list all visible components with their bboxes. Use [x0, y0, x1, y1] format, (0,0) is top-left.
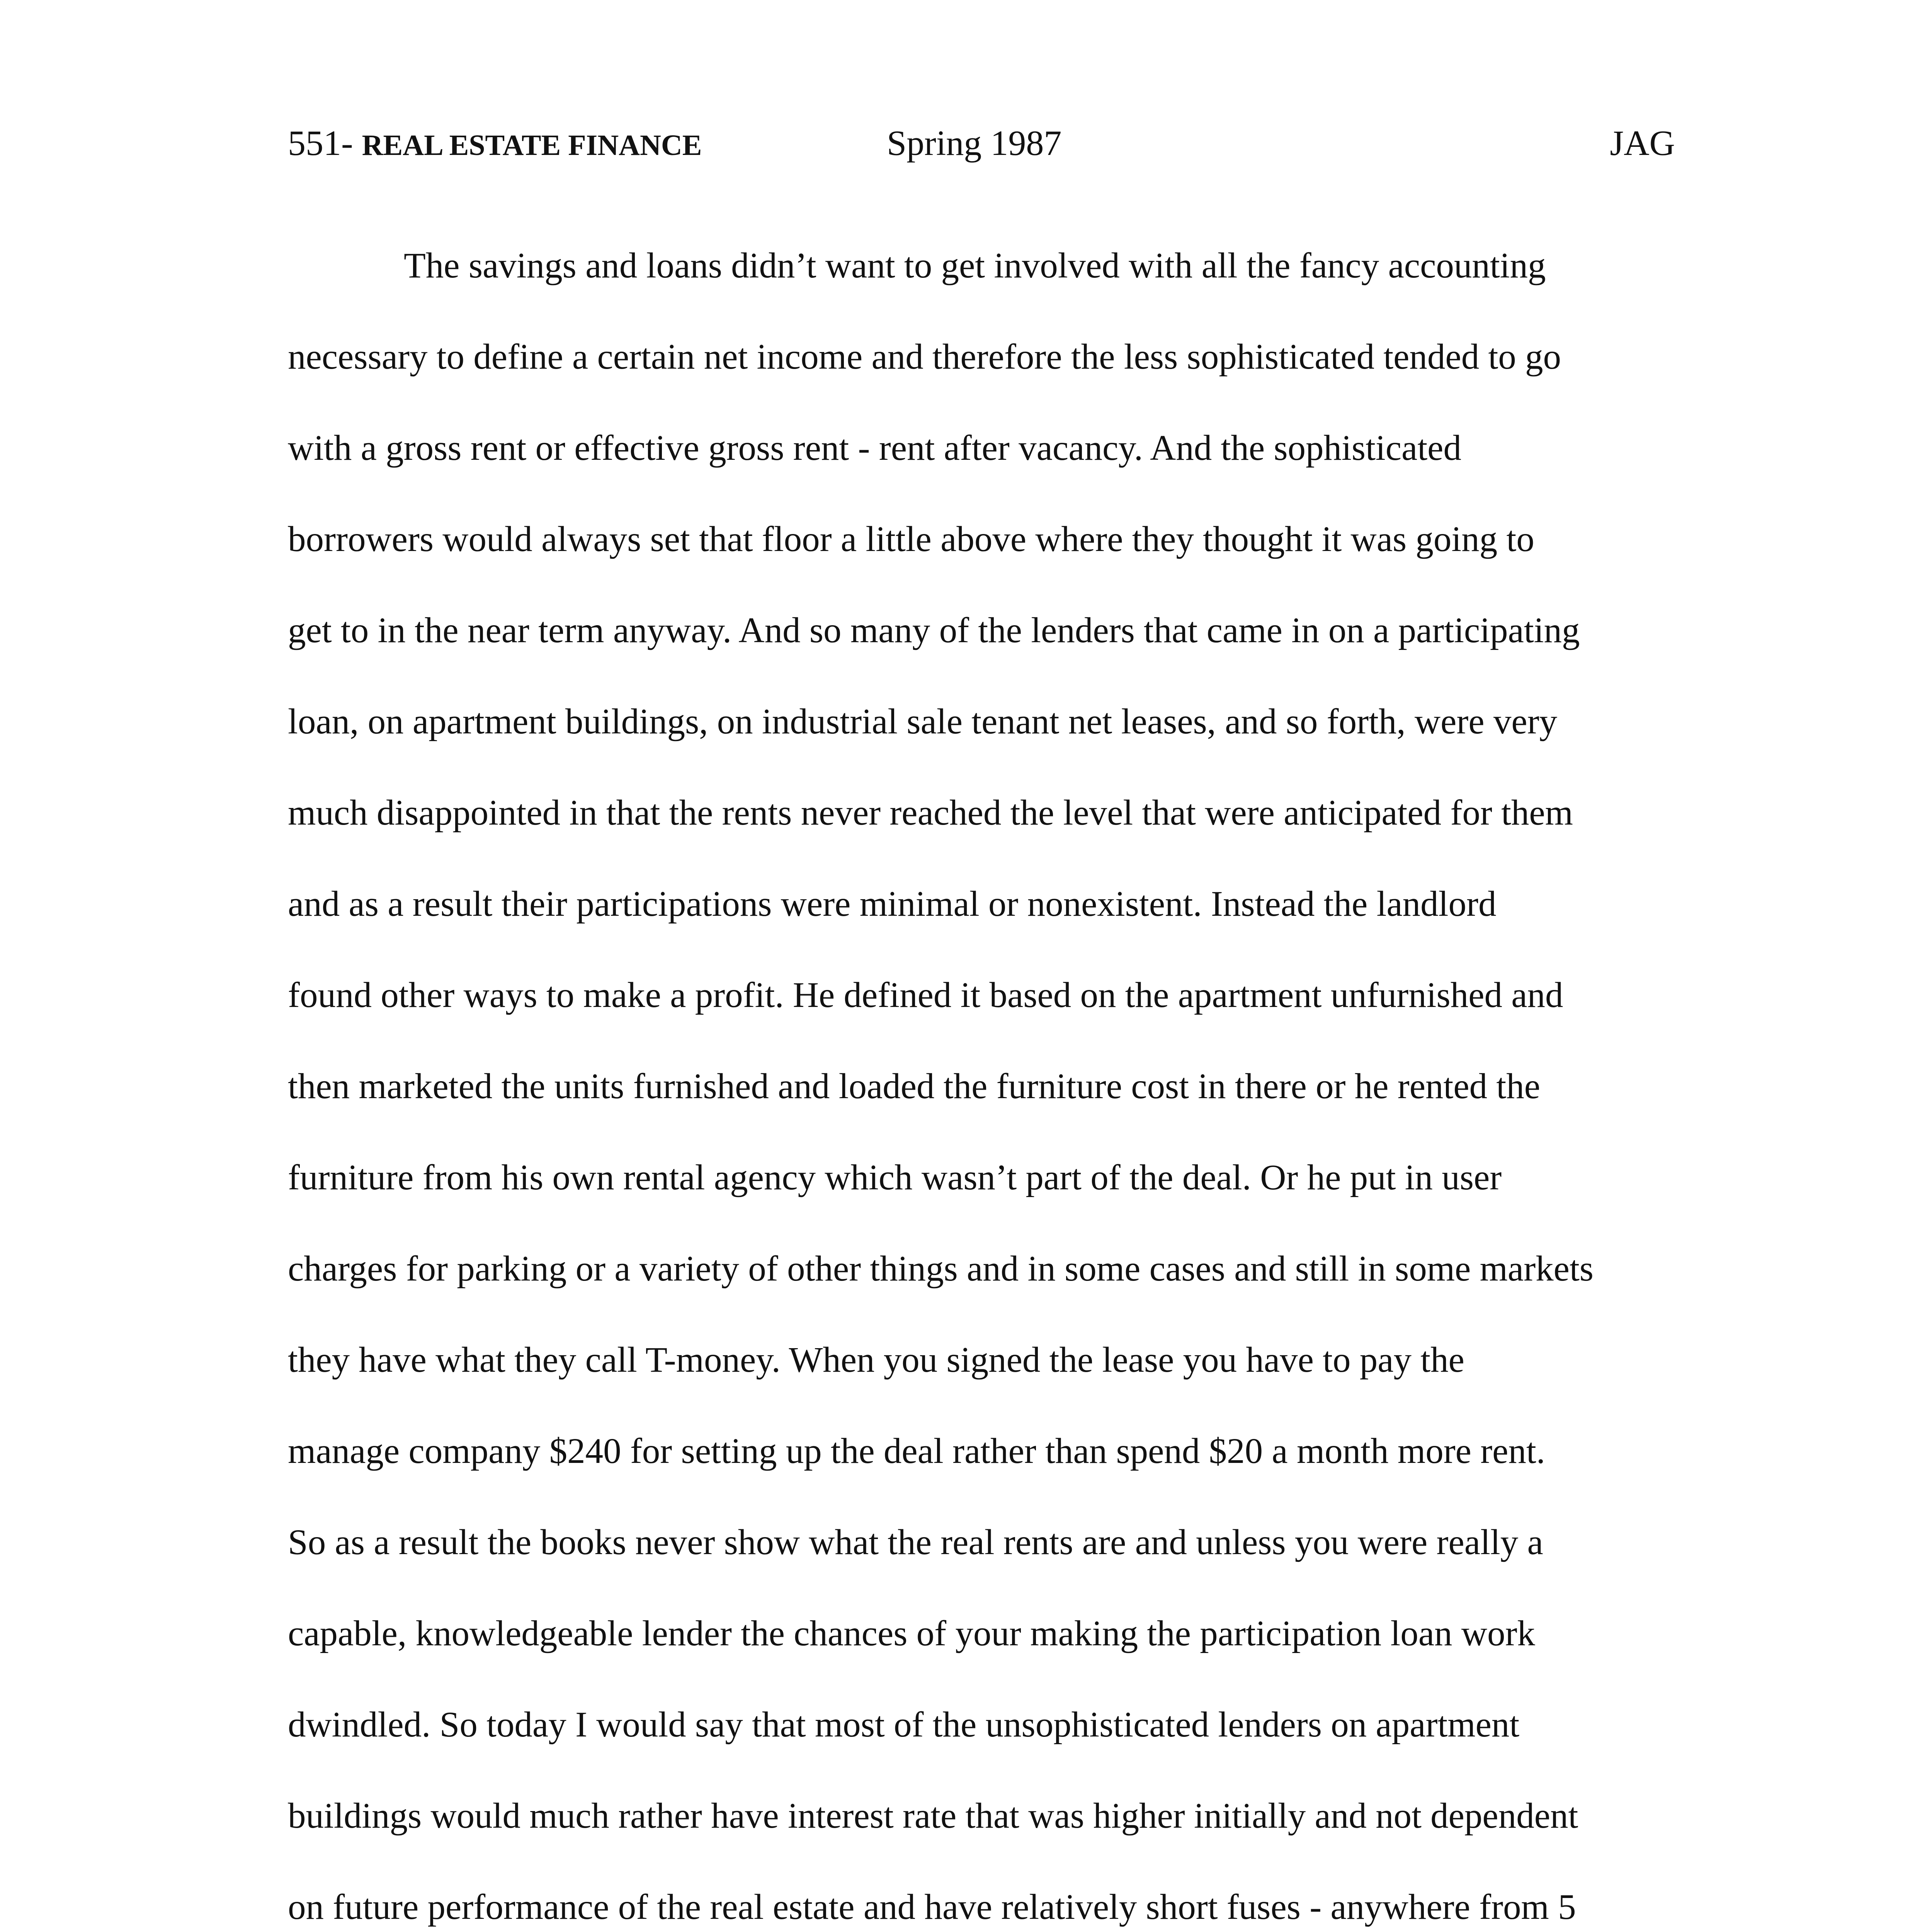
page-header	[288, 112, 1675, 174]
course-number: 551-	[288, 123, 362, 163]
text-line: and as a result their participations were minimal or nonexistent. Instead the landlord	[288, 884, 1497, 924]
text-line: buildings would much rather have interest rate that was higher initially and not dependent	[288, 1796, 1578, 1836]
term-label: Spring 1987	[887, 123, 1062, 163]
text-line: borrowers would always set that floor a little above where they thought it was going to	[288, 519, 1534, 559]
text-line: furniture from his own rental agency which wasn’t part of the deal. Or he put in user	[288, 1158, 1502, 1197]
text-line: with a gross rent or effective gross rent - rent after vacancy. And the sophisticated	[288, 428, 1461, 468]
text-line: then marketed the units furnished and loaded the furniture cost in there or he rented the	[288, 1066, 1540, 1106]
text-line: on future performance of the real estate and have relatively short fuses - anywhere from 5	[288, 1887, 1576, 1927]
course-title	[288, 112, 702, 176]
text-line: much disappointed in that the rents never reached the level that were anticipated for them	[288, 793, 1573, 833]
course-name: REAL ESTATE FINANCE	[362, 129, 702, 162]
text-line: charges for parking or a variety of other things and in some cases and still in some markets	[288, 1249, 1594, 1289]
text-line: capable, knowledgeable lender the chances of your making the participation loan work	[288, 1614, 1535, 1653]
text-line: So as a result the books never show what the real rents are and unless you were really a	[288, 1522, 1543, 1562]
body-paragraph	[288, 220, 1687, 1932]
author-initials: JAG	[1610, 123, 1675, 163]
text-line: dwindled. So today I would say that most of the unsophisticated lenders on apartment	[288, 1705, 1520, 1745]
text-line: loan, on apartment buildings, on industrial sale tenant net leases, and so forth, were very	[288, 702, 1558, 742]
text-line: found other ways to make a profit. He defined it based on the apartment unfurnished and	[288, 975, 1563, 1015]
text-line: The savings and loans didn’t want to get involved with all the fancy accounting	[404, 246, 1546, 286]
text-line: manage company $240 for setting up the deal rather than spend $20 a month more rent.	[288, 1431, 1546, 1471]
text-line: necessary to define a certain net income and therefore the less sophisticated tended to go	[288, 337, 1561, 377]
text-line: get to in the near term anyway. And so many of the lenders that came in on a participating	[288, 611, 1580, 650]
text-line: they have what they call T-money. When you signed the lease you have to pay the	[288, 1340, 1464, 1380]
